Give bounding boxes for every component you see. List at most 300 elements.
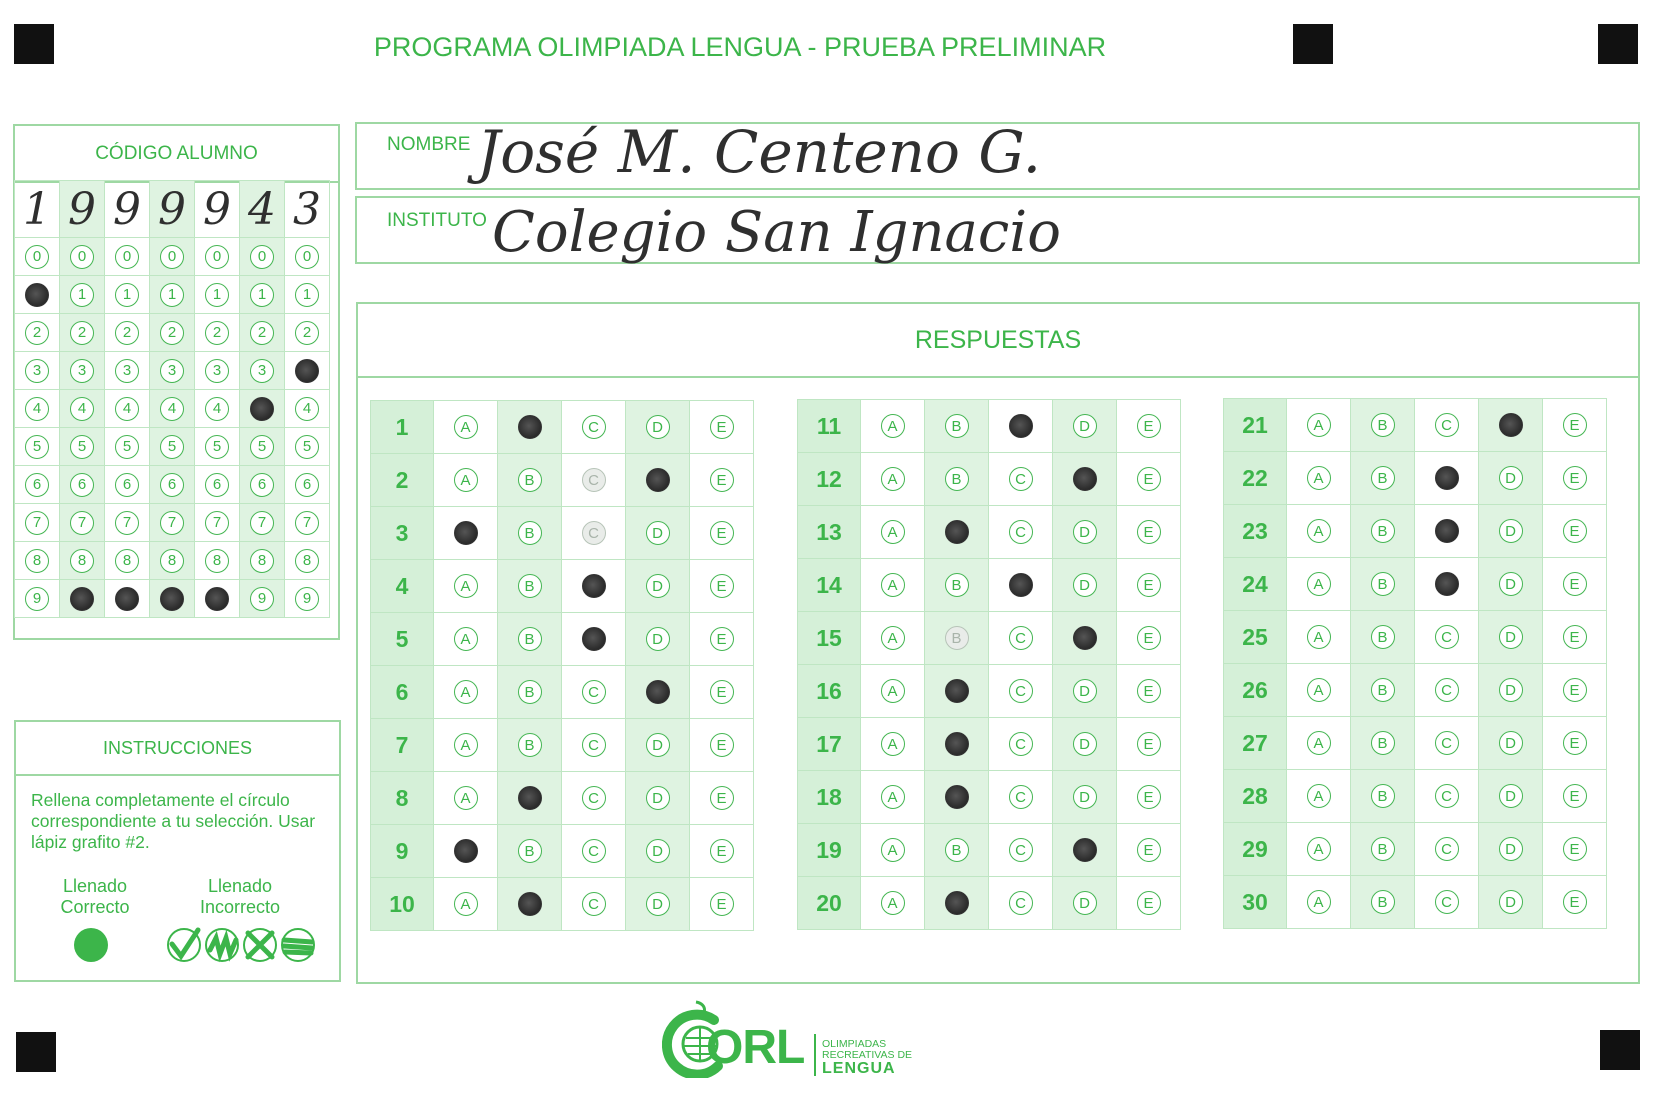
answer-bubble-b[interactable]: B	[518, 839, 542, 863]
codigo-bubble[interactable]: 1	[70, 283, 94, 307]
codigo-bubble[interactable]: 8	[160, 549, 184, 573]
answer-bubble-c[interactable]	[1435, 466, 1459, 490]
codigo-bubble[interactable]	[25, 283, 49, 307]
answer-bubble-c[interactable]: C	[1009, 838, 1033, 862]
codigo-bubble[interactable]: 2	[115, 321, 139, 345]
answer-bubble-e[interactable]: E	[1137, 414, 1161, 438]
codigo-bubble[interactable]	[115, 587, 139, 611]
answer-bubble-d[interactable]: D	[1073, 520, 1097, 544]
answer-bubble-d[interactable]: D	[1499, 519, 1523, 543]
question-number: 23	[1224, 505, 1287, 558]
question-number: 28	[1224, 770, 1287, 823]
answer-bubble-b[interactable]: B	[945, 573, 969, 597]
codigo-bubble[interactable]: 2	[70, 321, 94, 345]
answer-bubble-e[interactable]: E	[1137, 520, 1161, 544]
answer-bubble-d[interactable]	[646, 468, 670, 492]
answer-bubble-b[interactable]	[945, 732, 969, 756]
codigo-bubble[interactable]: 3	[250, 359, 274, 383]
answer-bubble-c[interactable]	[1009, 414, 1033, 438]
answer-bubble-b[interactable]	[518, 892, 542, 916]
answer-bubble-d[interactable]	[1073, 626, 1097, 650]
instrucciones-text: Rellena completamente el círculo correspondiente a tu selección. Usar lápiz grafito #2.	[31, 790, 316, 852]
codigo-bubble[interactable]: 2	[25, 321, 49, 345]
answer-bubble-a[interactable]: A	[1307, 837, 1331, 861]
orl-logo-divider	[814, 1034, 816, 1076]
answer-bubble-a[interactable]: A	[454, 892, 478, 916]
question-number: 8	[371, 772, 434, 825]
answer-bubble-b[interactable]: B	[1371, 837, 1395, 861]
answer-bubble-c[interactable]: C	[1435, 625, 1459, 649]
answer-row	[371, 401, 754, 454]
orl-logo-line3: LENGUA	[822, 1060, 896, 1077]
question-number: 17	[798, 718, 861, 771]
answer-bubble-d[interactable]: D	[646, 627, 670, 651]
question-number: 10	[371, 878, 434, 931]
codigo-bubble[interactable]: 0	[115, 245, 139, 269]
answer-bubble-d[interactable]: D	[1499, 837, 1523, 861]
codigo-bubble[interactable]: 2	[250, 321, 274, 345]
answer-bubble-d[interactable]: D	[1499, 731, 1523, 755]
answer-bubble-d[interactable]: D	[1499, 466, 1523, 490]
codigo-bubble[interactable]: 2	[295, 321, 319, 345]
answer-row	[371, 825, 754, 878]
answer-bubble-d[interactable]: D	[646, 415, 670, 439]
codigo-bubble[interactable]: 9	[295, 587, 319, 611]
answer-bubble-c[interactable]	[1435, 572, 1459, 596]
codigo-bubble[interactable]: 7	[160, 511, 184, 535]
codigo-handwritten-digit: 1	[15, 181, 60, 238]
codigo-bubble[interactable]	[70, 587, 94, 611]
answer-row	[371, 772, 754, 825]
codigo-bubble[interactable]: 6	[160, 473, 184, 497]
answer-bubble-b[interactable]	[518, 415, 542, 439]
answer-row	[798, 506, 1181, 559]
correct-fill-example-icon	[74, 928, 108, 962]
answer-bubble-a[interactable]: A	[1307, 625, 1331, 649]
codigo-bubble[interactable]: 1	[250, 283, 274, 307]
question-number: 21	[1224, 399, 1287, 452]
answer-row	[1224, 558, 1607, 611]
answer-bubble-b[interactable]	[945, 679, 969, 703]
answer-bubble-e[interactable]: E	[1137, 785, 1161, 809]
answer-bubble-e[interactable]: E	[1563, 466, 1587, 490]
codigo-bubble[interactable]: 1	[295, 283, 319, 307]
answer-bubble-c[interactable]: C	[582, 468, 606, 492]
codigo-bubble[interactable]: 9	[25, 587, 49, 611]
codigo-bubble[interactable]: 4	[25, 397, 49, 421]
question-number: 13	[798, 506, 861, 559]
instituto-label: INSTITUTO	[387, 210, 487, 231]
question-number: 14	[798, 559, 861, 612]
answer-bubble-c[interactable]: C	[582, 415, 606, 439]
answer-bubble-d[interactable]: D	[1073, 891, 1097, 915]
answer-bubble-a[interactable]: A	[1307, 572, 1331, 596]
incorrect-fill-examples-icon	[166, 926, 322, 964]
answer-bubble-c[interactable]	[1009, 573, 1033, 597]
answer-bubble-b[interactable]: B	[1371, 784, 1395, 808]
codigo-bubble[interactable]: 7	[205, 511, 229, 535]
answer-bubble-a[interactable]: A	[1307, 784, 1331, 808]
codigo-bubble[interactable]: 7	[115, 511, 139, 535]
answer-row	[1224, 452, 1607, 505]
answer-bubble-d[interactable]: D	[1073, 732, 1097, 756]
answer-bubble-c[interactable]: C	[1009, 467, 1033, 491]
answer-block-11-20	[797, 399, 1181, 930]
answer-block-1-10	[370, 400, 754, 931]
codigo-bubble[interactable]: 0	[205, 245, 229, 269]
codigo-bubble[interactable]: 5	[250, 435, 274, 459]
answer-bubble-c[interactable]: C	[1435, 731, 1459, 755]
answer-bubble-b[interactable]: B	[518, 733, 542, 757]
codigo-bubble[interactable]: 6	[115, 473, 139, 497]
answer-bubble-c[interactable]: C	[582, 733, 606, 757]
question-number: 20	[798, 877, 861, 930]
codigo-bubble[interactable]: 4	[205, 397, 229, 421]
answer-bubble-b[interactable]: B	[1371, 731, 1395, 755]
codigo-bubble[interactable]: 0	[160, 245, 184, 269]
answer-bubble-a[interactable]: A	[454, 680, 478, 704]
codigo-bubble[interactable]: 5	[70, 435, 94, 459]
answer-bubble-a[interactable]: A	[1307, 519, 1331, 543]
answer-bubble-d[interactable]: D	[646, 733, 670, 757]
answer-bubble-e[interactable]: E	[710, 680, 734, 704]
answer-bubble-a[interactable]: A	[881, 838, 905, 862]
answer-bubble-a[interactable]: A	[454, 733, 478, 757]
registration-marker-bottom-right	[1600, 1030, 1640, 1070]
answer-bubble-b[interactable]: B	[518, 627, 542, 651]
answer-bubble-a[interactable]: A	[881, 573, 905, 597]
answer-bubble-e[interactable]: E	[1137, 573, 1161, 597]
answer-row	[371, 613, 754, 666]
answer-bubble-d[interactable]: D	[646, 892, 670, 916]
codigo-bubble[interactable]: 5	[205, 435, 229, 459]
answer-bubble-a[interactable]: A	[881, 414, 905, 438]
codigo-bubble[interactable]: 3	[25, 359, 49, 383]
answer-bubble-a[interactable]	[454, 521, 478, 545]
answer-bubble-c[interactable]: C	[1435, 837, 1459, 861]
codigo-bubble[interactable]: 1	[205, 283, 229, 307]
answer-bubble-e[interactable]: E	[710, 627, 734, 651]
codigo-bubble[interactable]: 5	[295, 435, 319, 459]
answer-bubble-c[interactable]: C	[582, 892, 606, 916]
answer-bubble-e[interactable]: E	[1137, 838, 1161, 862]
answer-bubble-b[interactable]: B	[518, 521, 542, 545]
answer-bubble-b[interactable]	[945, 891, 969, 915]
registration-marker-bottom-left	[16, 1032, 56, 1072]
answer-bubble-c[interactable]: C	[1009, 891, 1033, 915]
answer-bubble-b[interactable]	[945, 785, 969, 809]
question-number: 27	[1224, 717, 1287, 770]
answer-bubble-d[interactable]	[646, 680, 670, 704]
answer-row	[798, 400, 1181, 453]
answer-bubble-b[interactable]: B	[945, 414, 969, 438]
codigo-alumno-grid	[14, 180, 330, 618]
codigo-bubble[interactable]: 3	[205, 359, 229, 383]
codigo-bubble[interactable]: 6	[25, 473, 49, 497]
answer-row	[1224, 505, 1607, 558]
question-number: 22	[1224, 452, 1287, 505]
answer-bubble-b[interactable]: B	[945, 467, 969, 491]
answer-bubble-b[interactable]: B	[1371, 519, 1395, 543]
answer-bubble-b[interactable]: B	[518, 574, 542, 598]
answer-row	[371, 666, 754, 719]
answer-bubble-a[interactable]: A	[454, 574, 478, 598]
answer-bubble-d[interactable]: D	[646, 521, 670, 545]
question-number: 7	[371, 719, 434, 772]
answer-bubble-e[interactable]: E	[710, 574, 734, 598]
registration-marker-top-right	[1598, 24, 1638, 64]
answer-bubble-d[interactable]: D	[1073, 573, 1097, 597]
question-number: 15	[798, 612, 861, 665]
answer-row	[798, 877, 1181, 930]
answer-row	[798, 665, 1181, 718]
codigo-bubble[interactable]: 9	[250, 587, 274, 611]
orl-logo-line2: RECREATIVAS DE	[822, 1049, 913, 1061]
answer-row	[798, 718, 1181, 771]
codigo-bubble[interactable]: 0	[295, 245, 319, 269]
answer-bubble-e[interactable]: E	[710, 892, 734, 916]
codigo-handwritten-digit: 9	[105, 181, 150, 238]
codigo-bubble[interactable]: 5	[25, 435, 49, 459]
codigo-bubble[interactable]: 8	[25, 549, 49, 573]
codigo-alumno-title: CÓDIGO ALUMNO	[15, 126, 338, 183]
answer-row	[798, 559, 1181, 612]
answer-bubble-c[interactable]: C	[1435, 678, 1459, 702]
answer-bubble-b[interactable]: B	[1371, 890, 1395, 914]
answer-bubble-c[interactable]: C	[582, 839, 606, 863]
codigo-bubble[interactable]: 1	[160, 283, 184, 307]
answer-bubble-d[interactable]	[1499, 413, 1523, 437]
codigo-bubble[interactable]: 7	[250, 511, 274, 535]
answer-bubble-a[interactable]: A	[1307, 678, 1331, 702]
answer-bubble-a[interactable]: A	[454, 627, 478, 651]
answer-bubble-e[interactable]: E	[1563, 784, 1587, 808]
answer-row	[1224, 399, 1607, 452]
codigo-bubble[interactable]	[250, 397, 274, 421]
answer-bubble-d[interactable]	[1073, 838, 1097, 862]
codigo-bubble[interactable]: 0	[250, 245, 274, 269]
answer-bubble-a[interactable]: A	[1307, 413, 1331, 437]
question-number: 2	[371, 454, 434, 507]
answer-bubble-b[interactable]: B	[518, 468, 542, 492]
codigo-bubble[interactable]: 3	[70, 359, 94, 383]
codigo-bubble[interactable]: 6	[295, 473, 319, 497]
answer-bubble-d[interactable]: D	[1499, 890, 1523, 914]
codigo-bubble[interactable]: 3	[115, 359, 139, 383]
codigo-bubble[interactable]: 5	[115, 435, 139, 459]
answer-bubble-d[interactable]: D	[1073, 679, 1097, 703]
codigo-handwritten-digit: 9	[195, 181, 240, 238]
answer-bubble-a[interactable]: A	[881, 467, 905, 491]
instituto-value: Colegio San Ignacio	[492, 200, 1061, 265]
answer-bubble-a[interactable]	[454, 839, 478, 863]
answer-bubble-e[interactable]: E	[1563, 678, 1587, 702]
answer-bubble-a[interactable]: A	[881, 520, 905, 544]
answer-bubble-a[interactable]: A	[881, 785, 905, 809]
answer-bubble-e[interactable]: E	[1137, 732, 1161, 756]
answer-bubble-b[interactable]: B	[945, 626, 969, 650]
instrucciones-title: INSTRUCCIONES	[16, 722, 339, 776]
codigo-bubble[interactable]	[295, 359, 319, 383]
answer-bubble-c[interactable]	[1435, 519, 1459, 543]
answer-bubble-b[interactable]	[518, 786, 542, 810]
codigo-bubble[interactable]: 8	[250, 549, 274, 573]
codigo-bubble[interactable]: 8	[205, 549, 229, 573]
llenado-incorrecto-label: Llenado Incorrecto	[199, 876, 281, 917]
answer-bubble-c[interactable]: C	[1435, 784, 1459, 808]
codigo-bubble[interactable]: 6	[205, 473, 229, 497]
answer-bubble-c[interactable]: C	[582, 680, 606, 704]
answer-bubble-e[interactable]: E	[1563, 413, 1587, 437]
answer-bubble-b[interactable]: B	[518, 680, 542, 704]
codigo-bubble[interactable]: 7	[70, 511, 94, 535]
answer-bubble-a[interactable]: A	[454, 415, 478, 439]
codigo-bubble[interactable]: 8	[70, 549, 94, 573]
answer-bubble-b[interactable]: B	[1371, 413, 1395, 437]
answer-row	[371, 719, 754, 772]
question-number: 1	[371, 401, 434, 454]
answer-row	[798, 771, 1181, 824]
answer-bubble-b[interactable]: B	[1371, 466, 1395, 490]
question-number: 18	[798, 771, 861, 824]
answer-row	[798, 824, 1181, 877]
codigo-bubble[interactable]: 4	[160, 397, 184, 421]
answer-bubble-e[interactable]: E	[1137, 679, 1161, 703]
answer-bubble-a[interactable]: A	[1307, 731, 1331, 755]
codigo-bubble[interactable]: 0	[70, 245, 94, 269]
nombre-field[interactable]	[355, 118, 1640, 190]
codigo-bubble[interactable]: 1	[115, 283, 139, 307]
answer-bubble-c[interactable]	[582, 574, 606, 598]
answer-bubble-e[interactable]: E	[710, 839, 734, 863]
answer-bubble-a[interactable]: A	[881, 891, 905, 915]
codigo-bubble[interactable]: 2	[160, 321, 184, 345]
codigo-bubble[interactable]: 8	[115, 549, 139, 573]
answer-bubble-e[interactable]: E	[1563, 625, 1587, 649]
answer-bubble-e[interactable]: E	[710, 468, 734, 492]
llenado-correcto-label: Llenado Correcto	[60, 876, 130, 917]
answer-bubble-e[interactable]: E	[1563, 731, 1587, 755]
answer-row	[1224, 823, 1607, 876]
answer-row	[1224, 664, 1607, 717]
answer-bubble-c[interactable]: C	[1009, 520, 1033, 544]
answer-row	[371, 878, 754, 931]
answer-bubble-b[interactable]: B	[1371, 625, 1395, 649]
question-number: 29	[1224, 823, 1287, 876]
answer-bubble-a[interactable]: A	[881, 626, 905, 650]
question-number: 26	[1224, 664, 1287, 717]
answer-bubble-c[interactable]: C	[1009, 732, 1033, 756]
answer-bubble-d[interactable]: D	[646, 786, 670, 810]
answer-bubble-d[interactable]	[1073, 467, 1097, 491]
answer-bubble-b[interactable]: B	[945, 838, 969, 862]
answer-block-21-30	[1223, 398, 1607, 929]
answer-bubble-d[interactable]: D	[1499, 625, 1523, 649]
codigo-bubble[interactable]: 3	[160, 359, 184, 383]
respuestas-title: RESPUESTAS	[358, 304, 1638, 378]
answer-bubble-e[interactable]: E	[1137, 891, 1161, 915]
answer-bubble-d[interactable]: D	[1499, 678, 1523, 702]
nombre-label: NOMBRE	[387, 134, 471, 155]
answer-bubble-e[interactable]: E	[710, 733, 734, 757]
answer-bubble-e[interactable]: E	[710, 415, 734, 439]
codigo-bubble[interactable]: 4	[70, 397, 94, 421]
page-title: PROGRAMA OLIMPIADA LENGUA - PRUEBA PRELIMINAR	[373, 32, 1107, 62]
codigo-bubble[interactable]	[205, 587, 229, 611]
answer-bubble-b[interactable]: B	[1371, 678, 1395, 702]
answer-bubble-c[interactable]: C	[1009, 679, 1033, 703]
answer-bubble-e[interactable]: E	[710, 521, 734, 545]
codigo-bubble[interactable]	[160, 587, 184, 611]
codigo-bubble[interactable]: 5	[160, 435, 184, 459]
answer-bubble-e[interactable]: E	[1563, 572, 1587, 596]
codigo-handwritten-digit: 4	[240, 181, 285, 238]
answer-bubble-a[interactable]: A	[454, 468, 478, 492]
answer-bubble-e[interactable]: E	[710, 786, 734, 810]
codigo-bubble[interactable]: 7	[25, 511, 49, 535]
answer-row	[1224, 770, 1607, 823]
answer-bubble-d[interactable]: D	[1073, 785, 1097, 809]
question-number: 30	[1224, 876, 1287, 929]
answer-bubble-d[interactable]: D	[646, 574, 670, 598]
answer-bubble-a[interactable]: A	[1307, 466, 1331, 490]
answer-bubble-c[interactable]: C	[582, 786, 606, 810]
answer-bubble-d[interactable]: D	[646, 839, 670, 863]
instituto-field[interactable]	[355, 196, 1640, 264]
question-number: 16	[798, 665, 861, 718]
codigo-bubble[interactable]: 4	[115, 397, 139, 421]
question-number: 5	[371, 613, 434, 666]
answer-bubble-a[interactable]: A	[881, 679, 905, 703]
question-number: 24	[1224, 558, 1287, 611]
answer-bubble-c[interactable]: C	[1435, 890, 1459, 914]
codigo-bubble[interactable]: 6	[250, 473, 274, 497]
codigo-handwritten-digit: 9	[60, 181, 105, 238]
question-number: 4	[371, 560, 434, 613]
orl-logo-mark: ORL	[706, 1021, 805, 1074]
answer-bubble-e[interactable]: E	[1563, 890, 1587, 914]
codigo-bubble[interactable]: 0	[25, 245, 49, 269]
question-number: 11	[798, 400, 861, 453]
answer-bubble-d[interactable]: D	[1499, 572, 1523, 596]
answer-bubble-c[interactable]: C	[582, 521, 606, 545]
question-number: 12	[798, 453, 861, 506]
codigo-bubble[interactable]: 4	[295, 397, 319, 421]
answer-bubble-a[interactable]: A	[1307, 890, 1331, 914]
answer-bubble-d[interactable]: D	[1073, 414, 1097, 438]
answer-bubble-c[interactable]: C	[1009, 626, 1033, 650]
codigo-bubble[interactable]: 6	[70, 473, 94, 497]
answer-bubble-c[interactable]: C	[1009, 785, 1033, 809]
registration-marker-top-center	[1293, 24, 1333, 64]
answer-row	[1224, 611, 1607, 664]
answer-bubble-b[interactable]	[945, 520, 969, 544]
answer-bubble-b[interactable]: B	[1371, 572, 1395, 596]
answer-bubble-e[interactable]: E	[1563, 837, 1587, 861]
codigo-bubble[interactable]: 8	[295, 549, 319, 573]
answer-bubble-e[interactable]: E	[1137, 467, 1161, 491]
answer-bubble-c[interactable]	[582, 627, 606, 651]
answer-bubble-e[interactable]: E	[1137, 626, 1161, 650]
answer-bubble-e[interactable]: E	[1563, 519, 1587, 543]
answer-bubble-a[interactable]: A	[881, 732, 905, 756]
answer-bubble-c[interactable]: C	[1435, 413, 1459, 437]
answer-bubble-a[interactable]: A	[454, 786, 478, 810]
codigo-bubble[interactable]: 7	[295, 511, 319, 535]
codigo-bubble[interactable]: 2	[205, 321, 229, 345]
answer-bubble-d[interactable]: D	[1499, 784, 1523, 808]
question-number: 25	[1224, 611, 1287, 664]
